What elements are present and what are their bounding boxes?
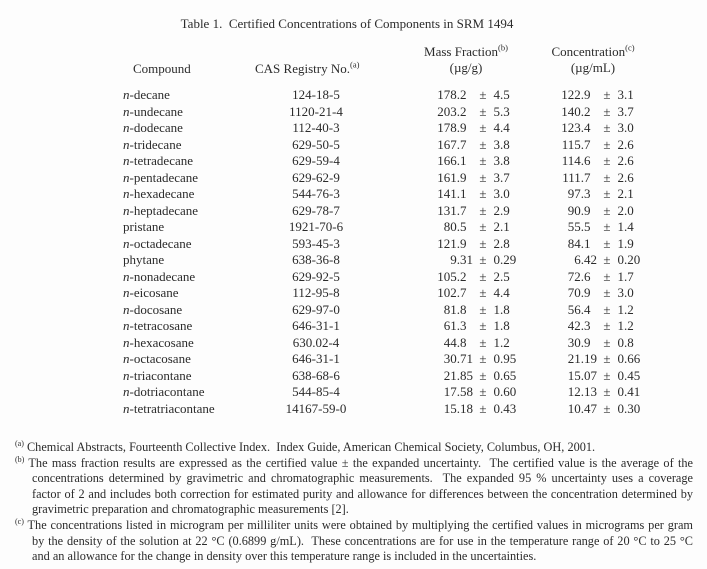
mass-fraction-value: 167 . 7 (437, 136, 467, 152)
compound-cell: n-nonadecane (123, 268, 196, 284)
mass-fraction-uncertainty: 1 . 2 (493, 334, 510, 350)
cas-cell: 629-50-5 (292, 136, 340, 152)
mass-fraction-value: 141 . 1 (437, 186, 467, 201)
col-header-compound: Compound (133, 61, 191, 76)
footnote-ref-c: (c) (625, 42, 635, 53)
plus-minus-sign: ± (479, 367, 487, 383)
table-row (123, 401, 653, 418)
concentration-uncertainty: 2 . 6 (617, 136, 634, 152)
concentration-value: 42 . 3 (567, 318, 591, 333)
plus-minus-sign: ± (479, 301, 487, 317)
column-gap (529, 104, 555, 121)
plus-minus-sign: ± (479, 351, 487, 366)
mass-fraction-uncertainty: 0 . 65 (493, 367, 517, 383)
column-gap (529, 351, 555, 368)
cas-cell: 593-45-3 (292, 235, 340, 251)
column-gap (529, 335, 555, 352)
mass-fraction-uncertainty: 4 . 4 (493, 120, 510, 135)
concentration-value: 122 . 9 (561, 87, 591, 102)
concentration-uncertainty: 0 . 30 (617, 400, 641, 416)
table-rows (123, 87, 653, 417)
plus-minus-sign: ± (603, 400, 611, 416)
footnotes (15, 440, 693, 565)
mass-fraction-uncertainty: 0 . 29 (493, 252, 517, 267)
mass-fraction-value: 105 . 2 (437, 268, 467, 284)
column-gap (529, 186, 555, 203)
col-header-concentration-unit: (µg/mL) (570, 60, 616, 75)
plus-minus-sign: ± (479, 153, 487, 168)
table-row (123, 384, 653, 401)
compound-cell: n-heptadecane (123, 202, 199, 218)
footnote-text: Chemical Abstracts, Fourteenth Collective Index. Index Guide, American Chemical Society, Columbus, OH, 2001. (26, 440, 596, 454)
concentration-value: 115 . 7 (561, 136, 591, 152)
concentration-uncertainty: 1 . 2 (617, 318, 634, 333)
col-header-concentration (543, 44, 643, 76)
concentration-value: 15 . 07 (567, 367, 597, 383)
column-gap (529, 384, 555, 401)
plus-minus-sign: ± (479, 334, 487, 350)
mass-fraction-uncertainty: 2 . 1 (493, 219, 510, 234)
mass-fraction-uncertainty: 2 . 9 (493, 202, 510, 218)
plus-minus-sign: ± (603, 334, 611, 350)
footnote-marker: (a) (15, 438, 24, 448)
compound-cell: pristane (123, 219, 165, 234)
mass-fraction-uncertainty: 2 . 8 (493, 235, 510, 251)
plus-minus-sign: ± (603, 318, 611, 333)
table-title: Table 1. Certified Concentrations of Components in SRM 1494 (180, 16, 514, 31)
table-row (123, 137, 653, 154)
table-row (123, 351, 653, 368)
compound-cell: n-tetratriacontane (123, 400, 215, 416)
mass-fraction-value: 102 . 7 (437, 285, 467, 300)
concentration-value: 114 . 6 (561, 153, 591, 168)
compound-cell: n-tetradecane (123, 153, 194, 168)
table-row (123, 285, 653, 302)
compound-cell: n-decane (123, 87, 170, 102)
compound-cell: n-docosane (123, 301, 183, 317)
footnote (15, 456, 693, 518)
table-row (123, 335, 653, 352)
plus-minus-sign: ± (603, 169, 611, 185)
concentration-uncertainty: 3 . 0 (617, 120, 634, 135)
mass-fraction-value: 81 . 8 (443, 301, 467, 317)
table-row (123, 236, 653, 253)
mass-fraction-uncertainty: 5 . 3 (493, 103, 510, 119)
mass-fraction-uncertainty: 3 . 0 (493, 186, 510, 201)
footnote (15, 518, 693, 565)
table-row (123, 318, 653, 335)
cas-cell: 646-31-1 (292, 318, 340, 333)
plus-minus-sign: ± (479, 318, 487, 333)
table-row (123, 203, 653, 220)
concentration-value: 97 . 3 (567, 186, 591, 201)
cas-cell: 1120-21-4 (289, 103, 343, 119)
mass-fraction-value: 161 . 9 (437, 169, 467, 185)
cas-cell: 630.02-4 (292, 334, 340, 350)
mass-fraction-uncertainty: 0 . 95 (493, 351, 517, 366)
plus-minus-sign: ± (603, 136, 611, 152)
concentration-uncertainty: 0 . 45 (617, 367, 641, 383)
mass-fraction-uncertainty: 1 . 8 (493, 301, 510, 317)
plus-minus-sign: ± (479, 186, 487, 201)
plus-minus-sign: ± (603, 103, 611, 119)
cas-cell: 629-92-5 (292, 268, 340, 284)
cas-cell: 124-18-5 (292, 87, 340, 102)
concentration-value: 56 . 4 (567, 301, 591, 317)
plus-minus-sign: ± (479, 103, 487, 119)
plus-minus-sign: ± (479, 252, 487, 267)
mass-fraction-value: 44 . 8 (443, 334, 467, 350)
column-gap (529, 170, 555, 187)
plus-minus-sign: ± (479, 87, 487, 102)
concentration-uncertainty: 2 . 6 (617, 169, 634, 185)
compound-cell: n-octadecane (123, 235, 192, 251)
concentration-uncertainty: 0 . 66 (617, 351, 641, 366)
cas-cell: 1921-70-6 (288, 219, 344, 234)
compound-cell: phytane (123, 252, 165, 267)
compound-cell: n-tridecane (123, 136, 182, 152)
plus-minus-sign: ± (479, 219, 487, 234)
mass-fraction-uncertainty: 0 . 60 (493, 384, 517, 399)
column-gap (529, 269, 555, 286)
footnote (15, 440, 693, 456)
table-row (123, 269, 653, 286)
concentration-uncertainty: 2 . 1 (617, 186, 634, 201)
col-header-concentration-label: Concentration (551, 44, 626, 59)
table-row (123, 186, 653, 203)
column-gap (529, 285, 555, 302)
mass-fraction-uncertainty: 0 . 43 (493, 400, 517, 416)
concentration-uncertainty: 3 . 1 (617, 87, 634, 102)
footnote-marker: (b) (15, 454, 25, 464)
cas-cell: 629-97-0 (292, 301, 340, 317)
plus-minus-sign: ± (479, 169, 487, 185)
concentration-value: 111 . 7 (562, 169, 591, 185)
column-gap (529, 318, 555, 335)
plus-minus-sign: ± (479, 202, 487, 218)
plus-minus-sign: ± (603, 351, 611, 366)
concentration-value: 140 . 2 (561, 103, 591, 119)
mass-fraction-uncertainty: 3 . 8 (493, 136, 510, 152)
concentration-uncertainty: 1 . 9 (617, 235, 634, 251)
column-gap (529, 302, 555, 319)
footnote-ref-a: (a) (349, 59, 360, 70)
concentration-uncertainty: 1 . 2 (617, 301, 634, 317)
table-row (123, 120, 653, 137)
concentration-value: 21 . 19 (567, 351, 597, 366)
column-gap (529, 87, 555, 104)
concentration-value: 90 . 9 (567, 202, 591, 218)
table-row (123, 87, 653, 104)
table-row (123, 170, 653, 187)
compound-cell: n-hexadecane (123, 186, 195, 201)
col-header-mass-fraction-unit: (µg/g) (449, 60, 483, 75)
plus-minus-sign: ± (603, 285, 611, 300)
plus-minus-sign: ± (479, 235, 487, 251)
compound-cell: n-pentadecane (123, 169, 199, 185)
table-row (123, 153, 653, 170)
footnote-text: The concentrations listed in microgram per milliliter units were obtained by multiplying the certified values in micrograms per gram by the density of the solution at 22 °C (0.6899 g/mL). These concentrations are for use in the temperature range of 20 °C to 25 °C and an allowance for the change in density over this temperature range is included in the uncertainties. (27, 517, 693, 564)
plus-minus-sign: ± (603, 384, 611, 399)
column-gap (529, 368, 555, 385)
table-row (123, 104, 653, 121)
col-header-mass-fraction (416, 44, 516, 76)
mass-fraction-value: 15 . 18 (443, 400, 473, 416)
concentration-value: 70 . 9 (567, 285, 591, 300)
cas-cell: 544-76-3 (292, 186, 340, 201)
compound-cell: n-tetracosane (123, 318, 193, 333)
mass-fraction-uncertainty: 3 . 8 (493, 153, 510, 168)
plus-minus-sign: ± (479, 400, 487, 416)
mass-fraction-value: 121 . 9 (437, 235, 467, 251)
col-header-cas-label: CAS Registry No. (255, 61, 350, 76)
column-gap (529, 252, 555, 269)
concentration-value: 84 . 1 (567, 235, 591, 251)
mass-fraction-uncertainty: 4 . 5 (493, 87, 510, 102)
compound-cell: n-hexacosane (123, 334, 194, 350)
plus-minus-sign: ± (479, 384, 487, 399)
column-gap (529, 203, 555, 220)
concentration-uncertainty: 1 . 7 (617, 268, 634, 284)
concentration-uncertainty: 2 . 0 (617, 202, 634, 218)
plus-minus-sign: ± (479, 136, 487, 152)
column-gap (529, 219, 555, 236)
mass-fraction-value: 166 . 1 (437, 153, 467, 168)
compound-cell: n-undecane (123, 103, 183, 119)
cas-cell: 629-59-4 (292, 153, 340, 168)
plus-minus-sign: ± (479, 120, 487, 135)
compound-cell: n-octacosane (123, 351, 191, 366)
column-gap (529, 153, 555, 170)
mass-fraction-uncertainty: 1 . 8 (493, 318, 510, 333)
table-row (123, 368, 653, 385)
table-row (123, 302, 653, 319)
plus-minus-sign: ± (603, 87, 611, 102)
concentration-uncertainty: 2 . 6 (617, 153, 634, 168)
mass-fraction-uncertainty: 3 . 7 (493, 169, 510, 185)
plus-minus-sign: ± (603, 367, 611, 383)
plus-minus-sign: ± (479, 268, 487, 284)
cas-cell: 14167-59-0 (285, 400, 347, 416)
compound-cell: n-dotriacontane (123, 384, 205, 399)
cas-cell: 629-78-7 (292, 202, 340, 218)
column-gap (529, 236, 555, 253)
concentration-uncertainty: 0 . 8 (617, 334, 634, 350)
plus-minus-sign: ± (603, 153, 611, 168)
table-row (123, 252, 653, 269)
cas-cell: 646-31-1 (292, 351, 340, 366)
plus-minus-sign: ± (603, 219, 611, 234)
mass-fraction-value: 131 . 7 (437, 202, 467, 218)
cas-cell: 112-95-8 (292, 285, 340, 300)
mass-fraction-value: 9 . 31 (450, 252, 473, 267)
concentration-value: 123 . 4 (561, 120, 591, 135)
concentration-value: 55 . 5 (567, 219, 591, 234)
mass-fraction-uncertainty: 4 . 4 (493, 285, 510, 300)
concentration-uncertainty: 3 . 7 (617, 103, 634, 119)
mass-fraction-value: 30 . 71 (443, 351, 473, 366)
footnote-marker: (c) (15, 516, 24, 526)
concentration-uncertainty: 0 . 20 (617, 252, 641, 267)
concentration-uncertainty: 1 . 4 (617, 219, 634, 234)
col-header-mass-fraction-label: Mass Fraction (424, 44, 499, 59)
concentration-value: 72 . 6 (567, 268, 591, 284)
concentration-value: 12 . 13 (567, 384, 597, 399)
compound-cell: n-eicosane (123, 285, 179, 300)
concentration-uncertainty: 3 . 0 (617, 285, 634, 300)
mass-fraction-value: 17 . 58 (443, 384, 473, 399)
mass-fraction-value: 203 . 2 (437, 103, 467, 119)
cas-cell: 112-40-3 (292, 120, 340, 135)
compound-cell: n-triacontane (123, 367, 192, 383)
plus-minus-sign: ± (603, 268, 611, 284)
mass-fraction-value: 178 . 2 (437, 87, 467, 102)
cas-cell: 629-62-9 (292, 169, 340, 185)
col-header-cas (255, 61, 359, 77)
plus-minus-sign: ± (603, 235, 611, 251)
column-gap (529, 120, 555, 137)
mass-fraction-uncertainty: 2 . 5 (493, 268, 510, 284)
mass-fraction-value: 80 . 5 (443, 219, 467, 234)
table-row (123, 219, 653, 236)
cas-cell: 544-85-4 (292, 384, 340, 399)
plus-minus-sign: ± (603, 252, 611, 267)
plus-minus-sign: ± (603, 202, 611, 218)
mass-fraction-value: 178 . 9 (437, 120, 467, 135)
cas-cell: 638-68-6 (292, 367, 340, 383)
mass-fraction-value: 21 . 85 (443, 367, 473, 383)
concentration-value: 6 . 42 (574, 252, 597, 267)
column-gap (529, 401, 555, 418)
plus-minus-sign: ± (603, 301, 611, 317)
concentration-value: 30 . 9 (567, 334, 591, 350)
column-gap (529, 137, 555, 154)
plus-minus-sign: ± (603, 186, 611, 201)
concentration-value: 10 . 47 (567, 400, 597, 416)
footnote-text: The mass fraction results are expressed as the certified value ± the expanded uncertainty. The certified value is the average of the concentrations determined by gravimetric and chromatographic measurements. The expanded 95 % uncertainty uses a coverage factor of 2 and includes both correction for estimated purity and allowance for differences between the concentration determined by gravimetric preparation and chromatographic measurements [2]. (28, 455, 693, 517)
footnote-ref-b: (b) (498, 42, 508, 53)
mass-fraction-value: 61 . 3 (443, 318, 467, 333)
concentration-uncertainty: 0 . 41 (617, 384, 641, 399)
cas-cell: 638-36-8 (292, 252, 340, 267)
plus-minus-sign: ± (479, 285, 487, 300)
plus-minus-sign: ± (603, 120, 611, 135)
compound-cell: n-dodecane (123, 120, 183, 135)
